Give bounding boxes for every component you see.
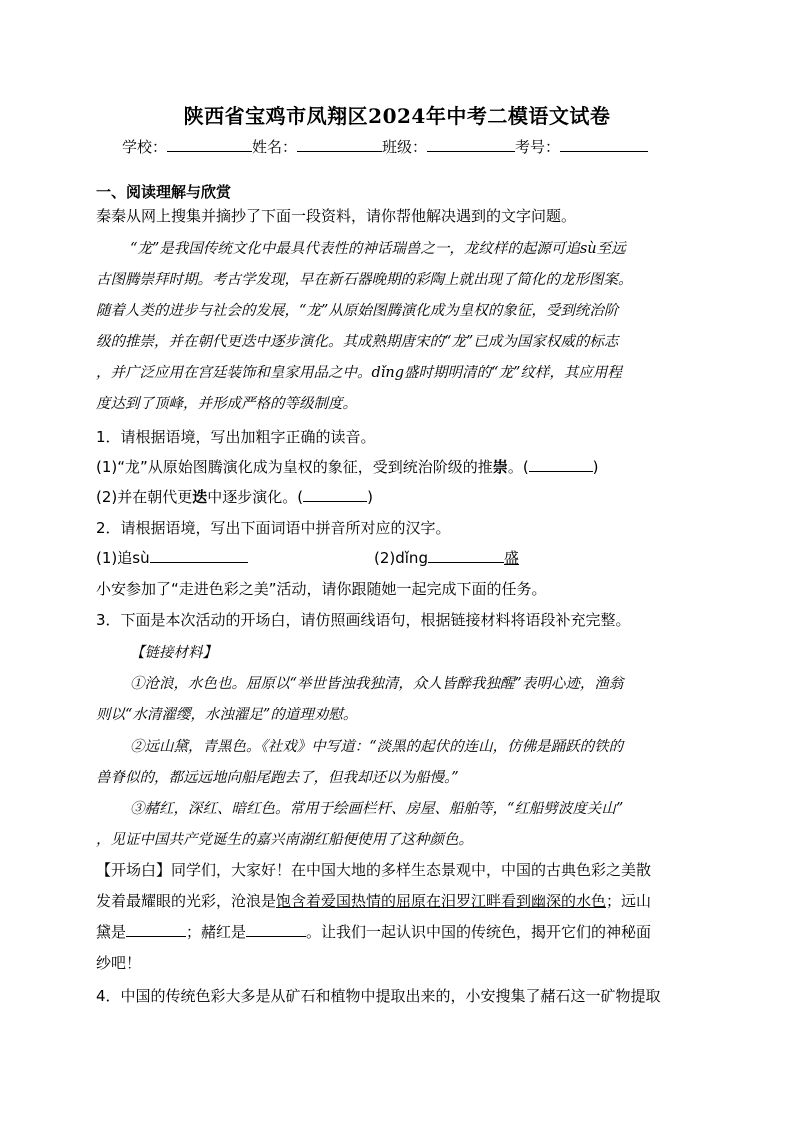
material-1-line: ①沧浪，水色也。屈原以“举世皆浊我独清，众人皆醉我独醒”表明心迹，渔翁 [130,676,624,692]
q1b-text: (2)并在朝代更 [96,488,193,506]
q2b-label: (2)dǐng [374,549,428,567]
q1a-text-post: 。( [507,458,529,476]
q2b-answer-blank[interactable] [428,547,504,563]
student-info-line [122,136,648,157]
section-heading: 一、阅读理解与欣赏 [96,183,232,201]
q1b-answer-blank[interactable] [303,486,367,502]
opening-line [96,921,651,942]
link-material-title: 【链接材料】 [130,645,217,661]
opening-text: ；赭红是 [186,923,247,941]
passage-line: 古图腾崇拜时期。考古学发现，早在新石器晚期的彩陶上就出现了简化的龙形图案。 [96,272,633,288]
material-1-line: 则以“水清濯缨，水浊濯足”的道理劝慰。 [96,707,358,723]
school-label: 学校： [122,138,168,156]
passage-line: ，并广泛应用在宫廷装饰和皇家用品之中。dǐng盛时期明清的“龙”纹样，其应用程 [96,365,622,381]
passage-line: 随着人类的进步与社会的发展，“龙”从原始图腾演化成为皇权的象征，受到统治阶 [96,303,619,319]
question-1-b [96,486,373,507]
section-intro: 秦秦从网上搜集并摘抄了下面一段资料，请你帮他解决遇到的文字问题。 [96,207,577,225]
underlined-model-sentence: 饱含着爱国热情的屈原在汨罗江畔看到幽深的水色 [276,892,607,910]
q3-blank-2[interactable] [246,921,306,937]
opening-text: 黛是 [96,923,127,941]
material-2-line: 兽脊似的，都远远地向船尾跑去了，但我却还以为船慢。” [96,770,459,786]
material-3-line: ③赭红，深红、暗红色。常用于绘画栏杆、房屋、船舶等，“红船劈波度关山” [130,801,624,817]
opening-text: 同学们，大家好！在中国大地的多样生态景观中，中国的古典色彩之美散 [171,861,652,879]
q1a-bold-char: 崇 [492,458,508,476]
passage-line: 级的推崇，并在朝代更迭中逐步演化。其成熟期唐宋的“龙”已成为国家权威的标志 [96,334,619,350]
opening-text: 发着最耀眼的光彩，沧浪是 [96,892,277,910]
class-label: 班级： [382,138,428,156]
q2a-answer-blank[interactable] [150,547,248,563]
question-3-stem: 3．下面是本次活动的开场白，请仿照画线语句，根据链接材料将语段补充完整。 [96,611,631,629]
page-title: 陕西省宝鸡市凤翔区2024年中考二模语文试卷 [183,104,611,128]
opening-line: 纱吧！ [96,954,142,972]
opening-line [96,890,651,911]
question-2-b [374,547,519,568]
q1a-text: (1)“龙”从原始图腾演化成为皇权的象征，受到统治阶级的推 [96,458,493,476]
name-label: 姓名： [252,138,298,156]
passage-line: “龙”是我国传统文化中最具代表性的神话瑞兽之一，龙纹样的起源可追sù至远 [130,241,626,257]
opening-text: 。让我们一起认识中国的传统色，揭开它们的神秘面 [306,923,652,941]
opening-text: ；远山 [606,892,652,910]
number-label: 考号： [515,138,561,156]
q2a-label: (1)追sù [96,549,150,567]
school-blank[interactable] [167,136,252,152]
number-blank[interactable] [560,136,648,152]
material-3-line: ，见证中国共产党诞生的嘉兴南湖红船便使用了这种颜色。 [96,832,473,848]
question-2-stem: 2．请根据语境，写出下面词语中拼音所对应的汉字。 [96,519,451,537]
q1a-answer-blank[interactable] [529,456,593,472]
class-blank[interactable] [427,136,515,152]
material-2-line: ②远山黛，青黑色。《社戏》中写道：“淡黑的起伏的连山，仿佛是踊跃的铁的 [130,739,624,755]
question-1-stem: 1．请根据语境，写出加粗字正确的读音。 [96,428,376,446]
question-1-a [96,456,599,477]
opening-line [96,859,651,880]
activity-intro: 小安参加了“走进色彩之美”活动，请你跟随她一起完成下面的任务。 [96,580,547,598]
question-4-stem: 4．中国的传统色彩大多是从矿石和植物中提取出来的，小安搜集了赭石这一矿物提取 [96,987,661,1005]
q1b-close: ) [367,488,373,506]
q1b-text-post: 中逐步演化。( [207,488,304,506]
q3-blank-1[interactable] [126,921,186,937]
opening-tag: 【开场白】 [96,861,172,879]
passage-line: 度达到了顶峰，并形成严格的等级制度。 [96,396,357,412]
question-2-a [96,547,248,568]
q1a-close: ) [592,458,599,476]
q2b-suffix: 盛 [503,549,519,567]
q1b-bold-char: 迭 [192,488,208,506]
name-blank[interactable] [297,136,382,152]
